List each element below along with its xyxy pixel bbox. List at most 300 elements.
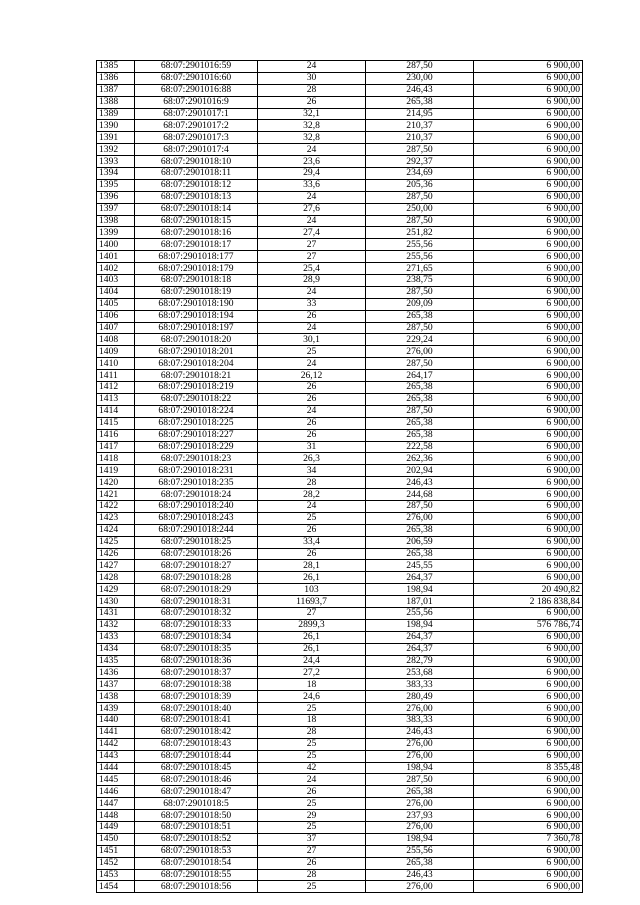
row-number: 1445 [97,774,135,786]
rate-value: 276,00 [366,798,474,810]
amount-value: 6 900,00 [474,334,583,346]
rate-value: 287,50 [366,61,474,73]
rate-value: 276,00 [366,738,474,750]
rate-value: 206,59 [366,536,474,548]
row-number: 1424 [97,524,135,536]
cadastral-number: 68:07:2901018:19 [135,286,258,298]
area-value: 42 [258,762,366,774]
rate-value: 287,50 [366,215,474,227]
area-value: 26 [258,429,366,441]
area-value: 33,6 [258,179,366,191]
table-row [97,96,583,108]
amount-value: 6 900,00 [474,524,583,536]
row-number: 1452 [97,857,135,869]
amount-value: 6 900,00 [474,84,583,96]
row-number: 1434 [97,643,135,655]
table-row [97,132,583,144]
cadastral-value-table [96,60,583,893]
table-row [97,156,583,168]
area-value: 25,4 [258,263,366,275]
cadastral-number: 68:07:2901017:4 [135,144,258,156]
row-number: 1392 [97,144,135,156]
amount-value: 8 355,48 [474,762,583,774]
amount-value: 6 900,00 [474,500,583,512]
table-row [97,239,583,251]
row-number: 1410 [97,358,135,370]
row-number: 1432 [97,619,135,631]
table-row [97,144,583,156]
row-number: 1450 [97,833,135,845]
table-row [97,845,583,857]
row-number: 1422 [97,500,135,512]
row-number: 1398 [97,215,135,227]
cadastral-number: 68:07:2901018:227 [135,429,258,441]
table-body [97,61,583,893]
cadastral-number: 68:07:2901018:47 [135,786,258,798]
row-number: 1449 [97,822,135,834]
area-value: 27,2 [258,667,366,679]
area-value: 24 [258,144,366,156]
table-row [97,536,583,548]
row-number: 1391 [97,132,135,144]
cadastral-number: 68:07:2901018:39 [135,691,258,703]
row-number: 1417 [97,441,135,453]
table-row [97,84,583,96]
row-number: 1426 [97,548,135,560]
table-row [97,572,583,584]
cadastral-number: 68:07:2901018:21 [135,370,258,382]
area-value: 18 [258,679,366,691]
cadastral-number: 68:07:2901018:41 [135,714,258,726]
rate-value: 262,36 [366,453,474,465]
table-row [97,263,583,275]
area-value: 26,3 [258,453,366,465]
rate-value: 255,56 [366,251,474,263]
rate-value: 234,69 [366,168,474,180]
row-number: 1411 [97,370,135,382]
row-number: 1439 [97,703,135,715]
rate-value: 383,33 [366,679,474,691]
rate-value: 246,43 [366,869,474,881]
amount-value: 6 900,00 [474,512,583,524]
table-row [97,370,583,382]
row-number: 1430 [97,596,135,608]
cadastral-number: 68:07:2901018:15 [135,215,258,227]
amount-value: 6 900,00 [474,156,583,168]
row-number: 1447 [97,798,135,810]
area-value: 27 [258,239,366,251]
area-value: 25 [258,738,366,750]
row-number: 1389 [97,108,135,120]
table-row [97,631,583,643]
cadastral-number: 68:07:2901018:32 [135,607,258,619]
amount-value: 2 186 838,84 [474,596,583,608]
amount-value: 6 900,00 [474,643,583,655]
amount-value: 6 900,00 [474,275,583,287]
cadastral-number: 68:07:2901018:54 [135,857,258,869]
row-number: 1448 [97,810,135,822]
amount-value: 20 490,82 [474,584,583,596]
amount-value: 6 900,00 [474,370,583,382]
table-row [97,441,583,453]
table-row [97,429,583,441]
table-row [97,512,583,524]
table-row [97,310,583,322]
amount-value: 6 900,00 [474,631,583,643]
area-value: 26 [258,524,366,536]
row-number: 1436 [97,667,135,679]
area-value: 23,6 [258,156,366,168]
amount-value: 6 900,00 [474,477,583,489]
table-row [97,607,583,619]
cadastral-number: 68:07:2901018:17 [135,239,258,251]
table-row [97,72,583,84]
area-value: 28,1 [258,560,366,572]
amount-value: 6 900,00 [474,61,583,73]
cadastral-number: 68:07:2901018:29 [135,584,258,596]
row-number: 1425 [97,536,135,548]
amount-value: 6 900,00 [474,168,583,180]
area-value: 2899,3 [258,619,366,631]
cadastral-number: 68:07:2901018:197 [135,322,258,334]
table-row [97,786,583,798]
row-number: 1399 [97,227,135,239]
row-number: 1435 [97,655,135,667]
area-value: 26,1 [258,631,366,643]
table-row [97,286,583,298]
area-value: 26 [258,382,366,394]
cadastral-number: 68:07:2901018:34 [135,631,258,643]
row-number: 1428 [97,572,135,584]
cadastral-number: 68:07:2901018:224 [135,405,258,417]
amount-value: 6 900,00 [474,417,583,429]
row-number: 1440 [97,714,135,726]
cadastral-number: 68:07:2901018:204 [135,358,258,370]
rate-value: 237,93 [366,810,474,822]
cadastral-number: 68:07:2901018:244 [135,524,258,536]
cadastral-number: 68:07:2901018:23 [135,453,258,465]
cadastral-number: 68:07:2901018:44 [135,750,258,762]
cadastral-number: 68:07:2901018:13 [135,191,258,203]
cadastral-number: 68:07:2901018:177 [135,251,258,263]
cadastral-number: 68:07:2901018:33 [135,619,258,631]
rate-value: 222,58 [366,441,474,453]
cadastral-number: 68:07:2901018:11 [135,168,258,180]
table-row [97,477,583,489]
area-value: 26 [258,786,366,798]
table-row [97,762,583,774]
amount-value: 6 900,00 [474,227,583,239]
area-value: 26,12 [258,370,366,382]
cadastral-number: 68:07:2901018:35 [135,643,258,655]
table-row [97,108,583,120]
amount-value: 6 900,00 [474,726,583,738]
row-number: 1443 [97,750,135,762]
table-row [97,703,583,715]
amount-value: 6 900,00 [474,263,583,275]
row-number: 1414 [97,405,135,417]
row-number: 1437 [97,679,135,691]
amount-value: 6 900,00 [474,703,583,715]
table-row [97,203,583,215]
area-value: 34 [258,465,366,477]
row-number: 1416 [97,429,135,441]
amount-value: 6 900,00 [474,239,583,251]
table-row [97,500,583,512]
row-number: 1396 [97,191,135,203]
table-row [97,417,583,429]
rate-value: 287,50 [366,322,474,334]
table-row [97,774,583,786]
row-number: 1404 [97,286,135,298]
row-number: 1406 [97,310,135,322]
amount-value: 7 360,78 [474,833,583,845]
table-row [97,393,583,405]
cadastral-number: 68:07:2901018:231 [135,465,258,477]
table-row [97,168,583,180]
amount-value: 6 900,00 [474,346,583,358]
table-row [97,726,583,738]
rate-value: 250,00 [366,203,474,215]
area-value: 26 [258,857,366,869]
area-value: 27,4 [258,227,366,239]
rate-value: 276,00 [366,512,474,524]
rate-value: 244,68 [366,489,474,501]
rate-value: 198,94 [366,584,474,596]
table-row [97,667,583,679]
amount-value: 6 900,00 [474,548,583,560]
rate-value: 245,55 [366,560,474,572]
area-value: 27 [258,251,366,263]
rate-value: 202,94 [366,465,474,477]
table-row [97,322,583,334]
area-value: 32,1 [258,108,366,120]
rate-value: 287,50 [366,405,474,417]
cadastral-number: 68:07:2901018:229 [135,441,258,453]
amount-value: 6 900,00 [474,798,583,810]
area-value: 27 [258,845,366,857]
row-number: 1408 [97,334,135,346]
cadastral-number: 68:07:2901018:12 [135,179,258,191]
cadastral-number: 68:07:2901018:52 [135,833,258,845]
amount-value: 6 900,00 [474,750,583,762]
area-value: 28,9 [258,275,366,287]
rate-value: 264,17 [366,370,474,382]
cadastral-number: 68:07:2901018:26 [135,548,258,560]
row-number: 1423 [97,512,135,524]
amount-value: 6 900,00 [474,96,583,108]
rate-value: 265,38 [366,548,474,560]
amount-value: 6 900,00 [474,215,583,227]
amount-value: 6 900,00 [474,251,583,263]
row-number: 1385 [97,61,135,73]
rate-value: 210,37 [366,132,474,144]
amount-value: 576 786,74 [474,619,583,631]
table-row [97,61,583,73]
row-number: 1401 [97,251,135,263]
area-value: 32,8 [258,132,366,144]
amount-value: 6 900,00 [474,607,583,619]
area-value: 103 [258,584,366,596]
row-number: 1400 [97,239,135,251]
table-row [97,358,583,370]
row-number: 1446 [97,786,135,798]
amount-value: 6 900,00 [474,655,583,667]
table-row [97,120,583,132]
table-row [97,619,583,631]
row-number: 1420 [97,477,135,489]
rate-value: 246,43 [366,84,474,96]
cadastral-number: 68:07:2901018:20 [135,334,258,346]
rate-value: 292,37 [366,156,474,168]
amount-value: 6 900,00 [474,203,583,215]
area-value: 25 [258,512,366,524]
row-number: 1390 [97,120,135,132]
area-value: 24 [258,322,366,334]
area-value: 28 [258,477,366,489]
cadastral-number: 68:07:2901017:3 [135,132,258,144]
table-row [97,738,583,750]
rate-value: 287,50 [366,774,474,786]
area-value: 25 [258,822,366,834]
row-number: 1421 [97,489,135,501]
cadastral-number: 68:07:2901017:1 [135,108,258,120]
row-number: 1431 [97,607,135,619]
table-row [97,275,583,287]
cadastral-number: 68:07:2901018:10 [135,156,258,168]
area-value: 11693,7 [258,596,366,608]
rate-value: 287,50 [366,358,474,370]
amount-value: 6 900,00 [474,108,583,120]
area-value: 31 [258,441,366,453]
amount-value: 6 900,00 [474,358,583,370]
rate-value: 187,01 [366,596,474,608]
rate-value: 246,43 [366,477,474,489]
rate-value: 209,09 [366,298,474,310]
cadastral-number: 68:07:2901018:5 [135,798,258,810]
rate-value: 198,94 [366,833,474,845]
table-row [97,346,583,358]
rate-value: 276,00 [366,346,474,358]
amount-value: 6 900,00 [474,560,583,572]
table-row [97,489,583,501]
row-number: 1402 [97,263,135,275]
table-row [97,548,583,560]
cadastral-number: 68:07:2901016:9 [135,96,258,108]
rate-value: 205,36 [366,179,474,191]
cadastral-number: 68:07:2901018:235 [135,477,258,489]
cadastral-number: 68:07:2901018:43 [135,738,258,750]
row-number: 1387 [97,84,135,96]
amount-value: 6 900,00 [474,810,583,822]
row-number: 1433 [97,631,135,643]
table-row [97,382,583,394]
cadastral-number: 68:07:2901018:36 [135,655,258,667]
amount-value: 6 900,00 [474,120,583,132]
rate-value: 265,38 [366,429,474,441]
cadastral-number: 68:07:2901018:243 [135,512,258,524]
amount-value: 6 900,00 [474,72,583,84]
table-row [97,179,583,191]
row-number: 1397 [97,203,135,215]
rate-value: 287,50 [366,191,474,203]
amount-value: 6 900,00 [474,714,583,726]
amount-value: 6 900,00 [474,786,583,798]
row-number: 1442 [97,738,135,750]
amount-value: 6 900,00 [474,441,583,453]
rate-value: 255,56 [366,845,474,857]
amount-value: 6 900,00 [474,679,583,691]
amount-value: 6 900,00 [474,869,583,881]
area-value: 25 [258,750,366,762]
cadastral-number: 68:07:2901018:18 [135,275,258,287]
area-value: 29 [258,810,366,822]
row-number: 1403 [97,275,135,287]
table-row [97,833,583,845]
cadastral-number: 68:07:2901018:179 [135,263,258,275]
cadastral-number: 68:07:2901018:16 [135,227,258,239]
area-value: 26,1 [258,572,366,584]
cadastral-number: 68:07:2901018:55 [135,869,258,881]
table-row [97,691,583,703]
rate-value: 210,37 [366,120,474,132]
rate-value: 276,00 [366,881,474,893]
rate-value: 265,38 [366,786,474,798]
rate-value: 264,37 [366,631,474,643]
area-value: 24 [258,774,366,786]
table-row [97,465,583,477]
cadastral-number: 68:07:2901018:56 [135,881,258,893]
cadastral-number: 68:07:2901018:240 [135,500,258,512]
row-number: 1438 [97,691,135,703]
table-row [97,714,583,726]
rate-value: 255,56 [366,239,474,251]
amount-value: 6 900,00 [474,322,583,334]
rate-value: 287,50 [366,144,474,156]
area-value: 24,4 [258,655,366,667]
amount-value: 6 900,00 [474,572,583,584]
rate-value: 271,65 [366,263,474,275]
area-value: 18 [258,714,366,726]
amount-value: 6 900,00 [474,845,583,857]
row-number: 1405 [97,298,135,310]
cadastral-number: 68:07:2901018:40 [135,703,258,715]
area-value: 28,2 [258,489,366,501]
area-value: 24 [258,405,366,417]
table-row [97,655,583,667]
cadastral-number: 68:07:2901016:59 [135,61,258,73]
area-value: 24,6 [258,691,366,703]
cadastral-number: 68:07:2901018:194 [135,310,258,322]
row-number: 1444 [97,762,135,774]
amount-value: 6 900,00 [474,286,583,298]
rate-value: 253,68 [366,667,474,679]
rate-value: 276,00 [366,750,474,762]
cadastral-number: 68:07:2901018:27 [135,560,258,572]
row-number: 1453 [97,869,135,881]
rate-value: 264,37 [366,572,474,584]
area-value: 32,8 [258,120,366,132]
cadastral-number: 68:07:2901017:2 [135,120,258,132]
amount-value: 6 900,00 [474,132,583,144]
rate-value: 276,00 [366,822,474,834]
cadastral-number: 68:07:2901018:45 [135,762,258,774]
amount-value: 6 900,00 [474,144,583,156]
row-number: 1409 [97,346,135,358]
area-value: 24 [258,500,366,512]
area-value: 24 [258,191,366,203]
area-value: 26 [258,417,366,429]
